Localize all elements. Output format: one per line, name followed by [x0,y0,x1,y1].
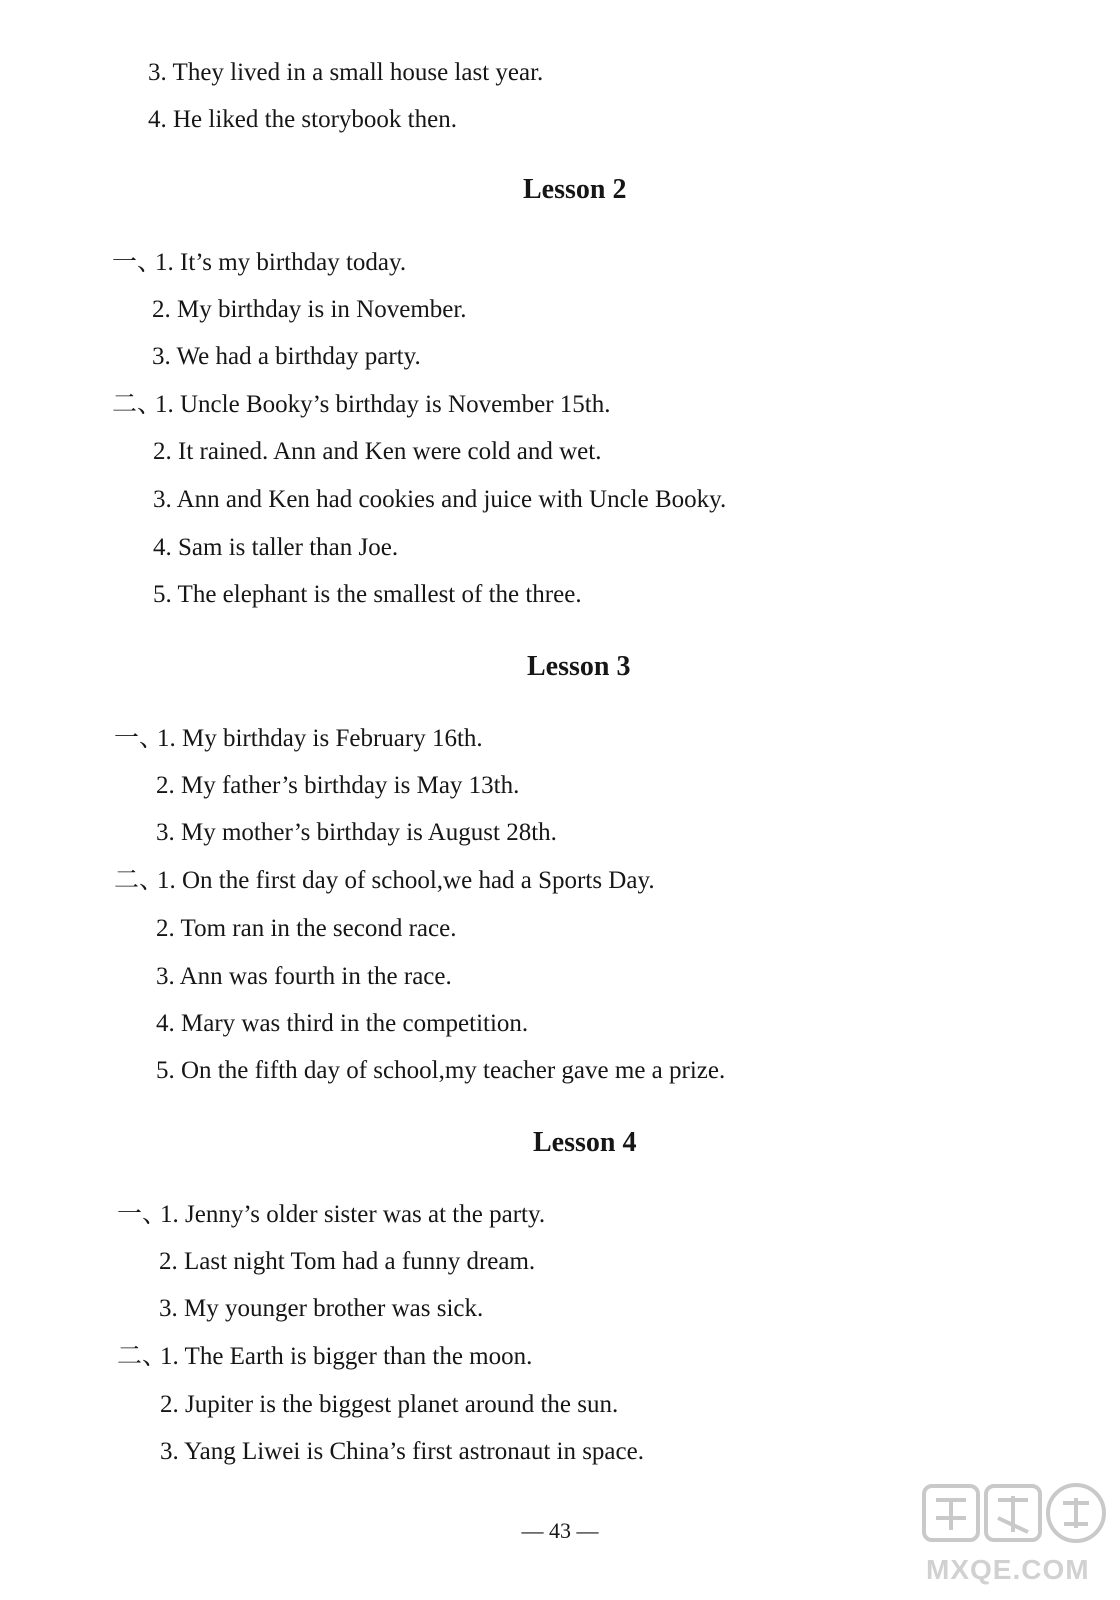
section-marker: 一、 [117,1201,168,1228]
answer-line: 1. Uncle Booky’s birthday is November 15th. [155,391,611,418]
answer-line: 4. He liked the storybook then. [148,106,457,133]
lesson-heading: Lesson 4 [533,1127,637,1158]
lesson-heading: Lesson 3 [527,651,631,682]
answer-line: 3. Ann and Ken had cookies and juice with Uncle Booky. [153,486,727,513]
answer-line: 2. Last night Tom had a funny dream. [159,1248,536,1275]
answer-line: 4. Mary was third in the competition. [156,1010,529,1037]
answer-line: 3. Ann was fourth in the race. [156,963,452,990]
answer-line: 3. My younger brother was sick. [159,1295,484,1322]
answer-line: 3. We had a birthday party. [152,343,421,370]
answer-line: 1. Jenny’s older sister was at the party. [160,1201,546,1228]
answer-line: 5. On the fifth day of school,my teacher gave me a prize. [156,1057,726,1084]
answer-line: 3. They lived in a small house last year. [148,59,544,86]
answer-line: 1. My birthday is February 16th. [157,725,483,752]
answer-line: 5. The elephant is the smallest of the three. [153,581,582,608]
answer-line: 1. On the first day of school,we had a Sports Day. [157,867,655,894]
watermark-emblem-icon [918,1478,1118,1558]
section-marker: 二、 [112,391,163,418]
page-number: — 43 — [521,1518,599,1543]
answer-line: 2. My father’s birthday is May 13th. [156,772,520,799]
answer-line: 1. The Earth is bigger than the moon. [160,1343,533,1370]
lesson-heading: Lesson 2 [523,174,627,205]
answer-line: 1. It’s my birthday today. [155,249,407,276]
section-marker: 二、 [117,1343,168,1370]
section-marker: 二、 [114,867,165,894]
answer-line: 4. Sam is taller than Joe. [153,534,399,561]
section-marker: 一、 [114,725,165,752]
watermark-text: MXQE.COM [926,1554,1090,1585]
answer-line: 3. My mother’s birthday is August 28th. [156,819,557,846]
answer-line: 2. Tom ran in the second race. [156,915,457,942]
watermark-logo [918,1478,1118,1598]
section-marker: 一、 [112,249,163,276]
answer-line: 2. My birthday is in November. [152,296,467,323]
answer-line: 3. Yang Liwei is China’s first astronaut in space. [160,1438,644,1465]
answer-line: 2. It rained. Ann and Ken were cold and wet. [153,438,602,465]
answer-line: 2. Jupiter is the biggest planet around the sun. [160,1391,619,1418]
